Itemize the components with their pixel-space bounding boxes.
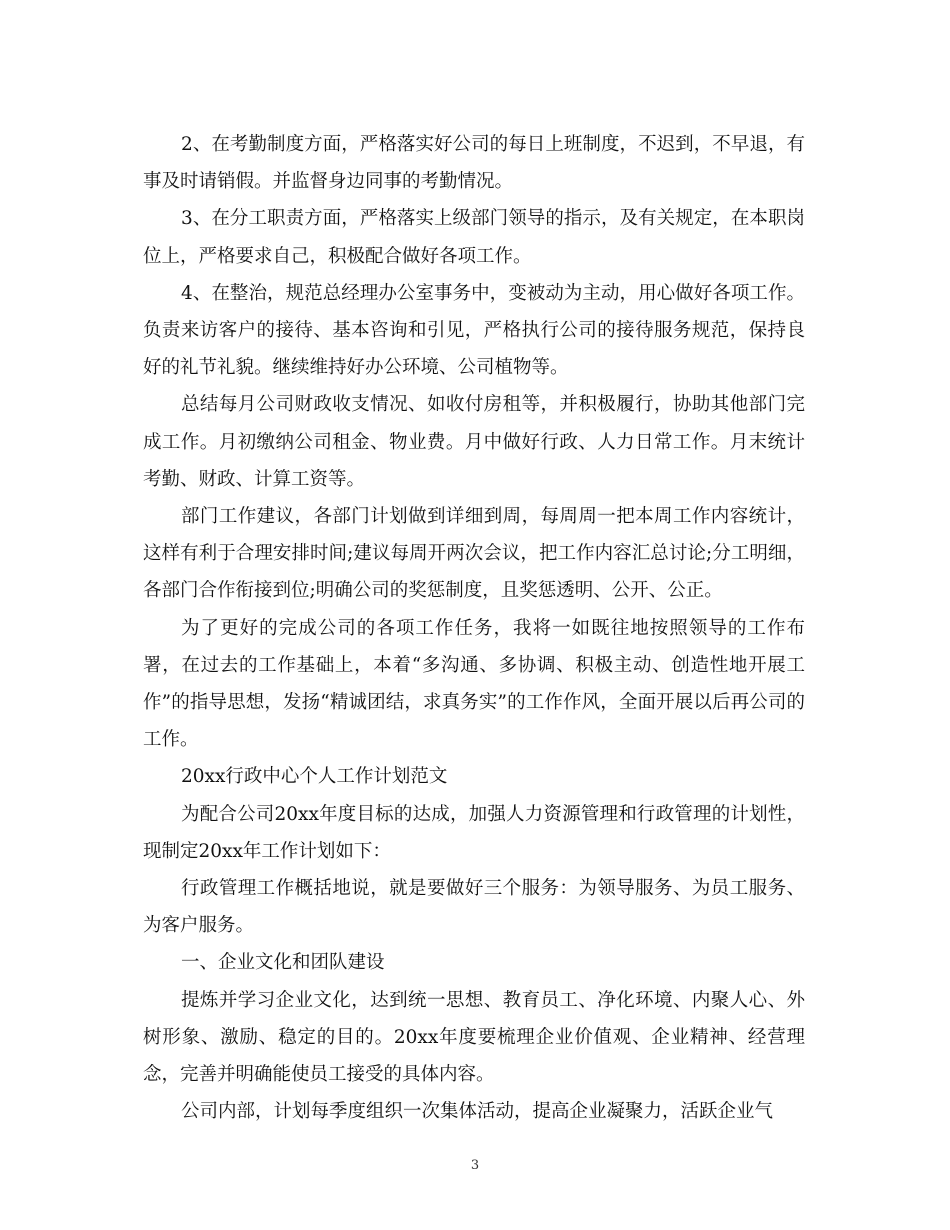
paragraph-office-affairs: 4、在整治，规范总经理办公室事务中，变被动为主动，用心做好各项工作。负责来访客户的接待、基本咨询和引见，严格执行公司的接待服务规范，保持良好的礼节礼貌。继续维持好办公环境、公司植物等。: [143, 282, 805, 379]
document-body: [143, 126, 805, 1130]
section-title: 20xx行政中心个人工作计划范文: [181, 766, 448, 788]
paragraph-commitment: 为了更好的完成公司的各项工作任务，我将一如既往地按照领导的工作布署，在过去的工作基础上，本着“多沟通、多协调、积极主动、创造性地开展工作”的指导思想，发扬“精诚团结，求真务实”的工作作风，全面开展以后再公司的工作。: [143, 617, 805, 751]
paragraph-corporate-culture: 提炼并学习企业文化，达到统一思想、教育员工、净化环境、内聚人心、外树形象、激励、稳定的目的。20xx年度要梳理企业价值观、企业精神、经营理念，完善并明确能使员工接受的具体内容。: [143, 989, 805, 1086]
paragraph-finance-summary: 总结每月公司财政收支情况、如收付房租等，并积极履行，协助其他部门完成工作。月初缴纳公司租金、物业费。月中做好行政、人力日常工作。月末统计考勤、财政、计算工资等。: [143, 394, 805, 490]
paragraph-plan-intro: 为配合公司20xx年度目标的达成，加强人力资源管理和行政管理的计划性，现制定20xx年工作计划如下：: [143, 803, 805, 862]
subsection-heading: 一、企业文化和团队建设: [181, 952, 385, 974]
paragraph-attendance: 2、在考勤制度方面，严格落实好公司的每日上班制度，不迟到，不早退，有事及时请销假。并监督身边同事的考勤情况。: [143, 134, 805, 193]
paragraph-duties: 3、在分工职责方面，严格落实上级部门领导的指示，及有关规定，在本职岗位上，严格要求自己，积极配合做好各项工作。: [143, 208, 805, 267]
paragraph-team-activities: 公司内部，计划每季度组织一次集体活动，提高企业凝聚力，活跃企业气: [181, 1101, 774, 1123]
paragraph-department-suggestions: 部门工作建议，各部门计划做到详细到周，每周周一把本周工作内容统计，这样有利于合理安排时间;建议每周开两次会议，把工作内容汇总讨论;分工明细，各部门合作衔接到位;明确公司的奖惩制度，且奖惩透明、公开、公正。: [143, 506, 805, 602]
page-number: 3: [470, 1158, 480, 1173]
paragraph-three-services: 行政管理工作概括地说，就是要做好三个服务：为领导服务、为员工服务、为客户服务。: [143, 878, 805, 937]
